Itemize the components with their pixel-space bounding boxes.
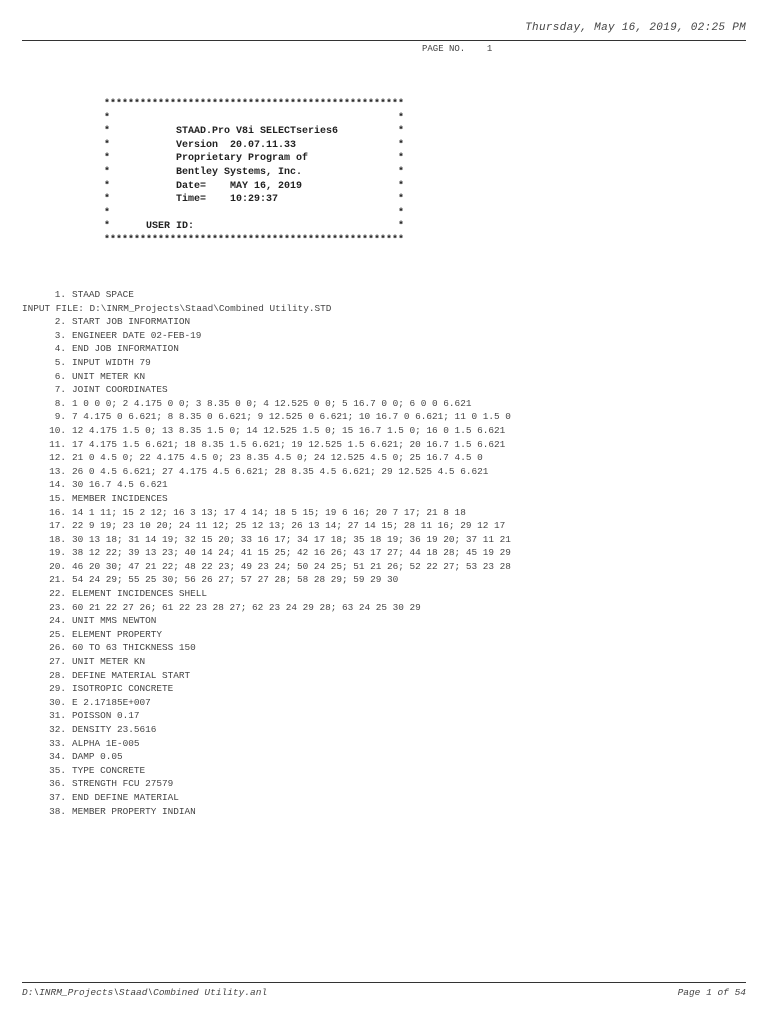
line-number: 24. [49,615,66,627]
line-number: 33. [49,737,66,749]
line-text: E 2.17185E+007 [72,696,151,708]
line-text: MEMBER PROPERTY INDIAN [72,805,196,817]
line-number: 30. [49,696,66,708]
line-text: START JOB INFORMATION [72,316,191,328]
banner-line: * USER ID: * [104,221,405,233]
page-number [422,44,492,54]
listing-line [22,370,511,384]
listing-line [22,302,511,316]
listing-line [22,492,511,506]
listing-line [22,669,511,683]
line-text: 26 0 4.5 6.621; 27 4.175 4.5 6.621; 28 8.35 4.5 6.621; 29 12.525 4.5 6.621 [72,465,489,477]
line-number: 9. [54,411,66,423]
banner-line: ************************************************** [104,99,405,110]
line-text: 21 0 4.5 0; 22 4.175 4.5 0; 23 8.35 4.5 0; 24 12.525 4.5 0; 25 16.7 4.5 0 [72,452,483,464]
listing-line [22,519,511,533]
line-text: 54 24 29; 55 25 30; 56 26 27; 57 27 28; 58 28 29; 59 29 30 [72,574,399,586]
line-number: 34. [49,751,66,763]
line-text: UNIT METER KN [72,656,146,668]
line-number: 1. [54,289,66,300]
line-text: 17 4.175 1.5 6.621; 18 8.35 1.5 6.621; 19 12.525 1.5 6.621; 20 16.7 1.5 6.621 [72,438,506,450]
line-text: 14 1 11; 15 2 12; 16 3 13; 17 4 14; 18 5 15; 19 6 16; 20 7 17; 21 8 18 [72,506,466,518]
listing-line [22,315,511,329]
listing-line [22,342,511,356]
line-number: 27. [49,656,66,668]
line-number: 19. [49,547,66,559]
page-number-value: 1 [486,44,493,54]
line-number: 23. [49,601,66,613]
line-number: 20. [49,560,66,572]
listing-line [22,397,511,411]
header-divider [22,40,746,41]
line-text: INPUT WIDTH 79 [72,356,151,368]
line-text: END JOB INFORMATION [72,343,179,355]
listing-line [22,777,511,791]
line-number: 29. [49,683,66,695]
line-text: ALPHA 1E-005 [72,737,140,749]
line-number: 37. [49,791,66,803]
line-text: UNIT METER KN [72,370,146,382]
line-number: 5. [54,356,66,368]
line-number: 36. [49,778,66,790]
line-text: ENGINEER DATE 02-FEB-19 [72,329,202,341]
line-number: 17. [49,520,66,532]
line-number: 7. [54,384,66,396]
listing-line [22,750,511,764]
line-number: 12. [49,452,66,464]
line-text: STRENGTH FCU 27579 [72,778,174,790]
listing-line [22,356,511,370]
line-text: 38 12 22; 39 13 23; 40 14 24; 41 15 25; 42 16 26; 43 17 27; 44 18 28; 45 19 29 [72,547,511,559]
line-text: 30 16.7 4.5 6.621 [72,479,168,491]
line-text: POISSON 0.17 [72,710,140,722]
print-timestamp: Thursday, May 16, 2019, 02:25 PM [525,22,746,34]
listing-line [22,533,511,547]
line-text: ISOTROPIC CONCRETE [72,683,174,695]
line-text: 46 20 30; 47 21 22; 48 22 23; 49 23 24; 50 24 25; 51 21 26; 52 22 27; 53 23 28 [72,560,511,572]
input-listing [22,288,511,818]
banner-line: * Date= MAY 16, 2019 * [104,180,405,192]
listing-line [22,737,511,751]
line-number: 32. [49,724,66,735]
listing-line [22,791,511,805]
line-number: 28. [49,669,66,681]
banner-line: * * [104,112,405,124]
listing-line [22,438,511,452]
banner-line: * Version 20.07.11.33 * [104,139,405,151]
line-text: 1 0 0 0; 2 4.175 0 0; 3 8.35 0 0; 4 12.525 0 0; 5 16.7 0 0; 6 0 0 6.621 [72,397,472,409]
line-text: JOINT COORDINATES [72,384,168,396]
listing-line [22,288,511,302]
line-text: 30 13 18; 31 14 19; 32 15 20; 33 16 17; 34 17 18; 35 18 19; 36 19 20; 37 11 21 [72,533,511,545]
line-text: STAAD SPACE [72,289,134,300]
listing-line [22,573,511,587]
listing-line [22,587,511,601]
banner-line: * Time= 10:29:37 * [104,194,405,206]
line-number: 16. [49,506,66,518]
listing-line [22,478,511,492]
banner-line: * Bentley Systems, Inc. * [104,166,405,178]
banner-line: * STAAD.Pro V8i SELECTseries6 * [104,126,405,138]
banner-line: * Proprietary Program of * [104,153,405,165]
line-text: DAMP 0.05 [72,751,123,763]
listing-line [22,723,511,737]
footer-page-info: Page 1 of 54 [677,987,746,998]
page-number-label: PAGE NO. [422,44,466,54]
program-banner [104,98,404,248]
line-number: 15. [49,492,66,504]
line-number: 2. [54,316,66,328]
listing-line [22,764,511,778]
listing-line [22,506,511,520]
line-text: UNIT MMS NEWTON [72,615,157,627]
line-number: 21. [49,574,66,586]
line-number: 6. [54,370,66,382]
banner-line: ************************************************** [104,234,405,246]
line-number: 38. [49,805,66,817]
listing-line [22,560,511,574]
line-number: 25. [49,628,66,640]
line-text: DEFINE MATERIAL START [72,669,191,681]
line-number: 11. [49,438,66,450]
listing-line [22,329,511,343]
line-text: 22 9 19; 23 10 20; 24 11 12; 25 12 13; 26 13 14; 27 14 15; 28 11 16; 29 12 17 [72,520,506,532]
listing-line [22,410,511,424]
line-number: 22. [49,588,66,600]
line-text: 7 4.175 0 6.621; 8 8.35 0 6.621; 9 12.525 0 6.621; 10 16.7 0 6.621; 11 0 1.5 0 [72,411,511,423]
line-text: MEMBER INCIDENCES [72,492,168,504]
line-number: 14. [49,479,66,491]
line-text: 60 21 22 27 26; 61 22 23 28 27; 62 23 24 29 28; 63 24 25 30 29 [72,601,421,613]
line-text: END DEFINE MATERIAL [72,791,179,803]
listing-line [22,424,511,438]
line-number: 13. [49,465,66,477]
listing-line [22,805,511,819]
line-text: ELEMENT INCIDENCES SHELL [72,588,208,600]
listing-line [22,628,511,642]
banner-line: * * [104,207,405,219]
listing-line [22,546,511,560]
line-number: 4. [54,343,66,355]
line-text: INPUT FILE: D:\INRM_Projects\Staad\Combined Utility.STD [22,302,332,314]
line-text: TYPE CONCRETE [72,764,146,776]
listing-line [22,655,511,669]
line-text: DENSITY 23.5616 [72,724,157,735]
listing-line [22,614,511,628]
footer-file-path: D:\INRM_Projects\Staad\Combined Utility.anl [22,987,268,998]
listing-line [22,451,511,465]
line-number: 8. [54,397,66,409]
listing-line [22,601,511,615]
listing-line [22,641,511,655]
line-number: 35. [49,764,66,776]
line-text: ELEMENT PROPERTY [72,628,163,640]
listing-line [22,709,511,723]
line-text: 12 4.175 1.5 0; 13 8.35 1.5 0; 14 12.525 1.5 0; 15 16.7 1.5 0; 16 0 1.5 6.621 [72,424,506,436]
line-number: 26. [49,642,66,654]
listing-line [22,465,511,479]
listing-line [22,383,511,397]
line-number: 10. [49,424,66,436]
footer-divider [22,982,746,983]
line-number: 18. [49,533,66,545]
line-text: 60 TO 63 THICKNESS 150 [72,642,196,654]
line-number: 3. [54,329,66,341]
listing-line [22,696,511,710]
line-number: 31. [49,710,66,722]
listing-line [22,682,511,696]
